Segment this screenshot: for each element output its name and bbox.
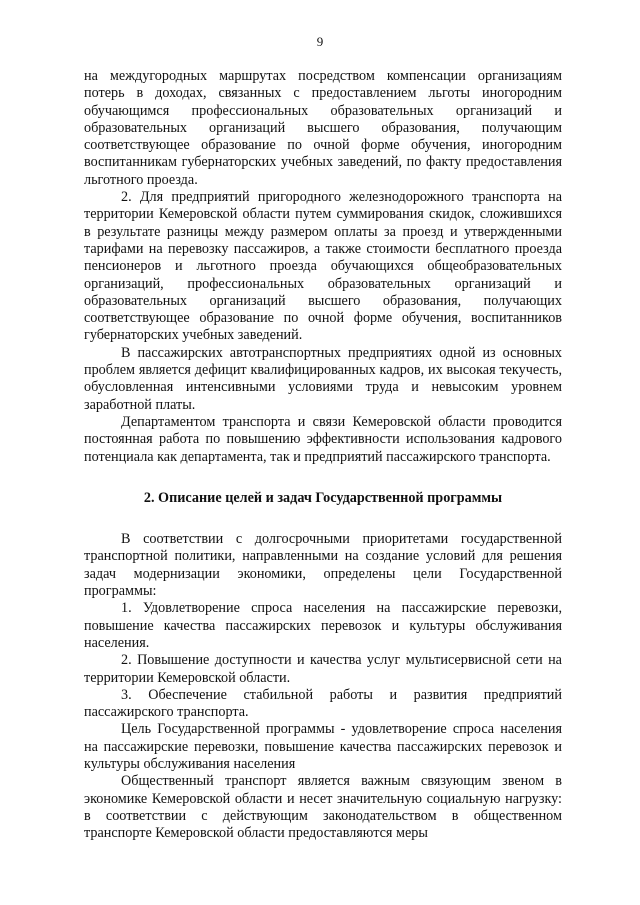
paragraph: Общественный транспорт является важным связующим звеном в экономике Кемеровской области и несет значительную социальную нагрузку: в соответствии с действующим законодательством в общественном транспорте Кемеровской области предоставляются меры xyxy=(84,773,562,842)
paragraph: В соответствии с долгосрочными приоритетами государственной транспортной политики, направленными на создание условий для решения задач модернизации экономики, определены цели Государственной программы: xyxy=(84,531,562,600)
goal-item: 3. Обеспечение стабильной работы и развития предприятий пассажирского транспорта. xyxy=(84,686,562,721)
paragraph-continuation: на междугородных маршрутах посредством компенсации организациям потерь в доходах, связанных с предоставлением льготы иногородним обучающимся профессиональных образовательных организаций и образовательных организаций высшего образования, получающим соответствующее образование по очной форме обучения, иногородним воспитанникам губернаторских учебных заведений, по факту предоставления льготного проезда. xyxy=(84,68,562,188)
document-body xyxy=(84,68,562,842)
page-number: 9 xyxy=(316,34,324,49)
goal-item: 1. Удовлетворение спроса населения на пассажирские перевозки, повышение качества пассажирских перевозок и культуры обслуживания населения. xyxy=(84,600,562,651)
paragraph: В пассажирских автотранспортных предприятиях одной из основных проблем является дефицит квалифицированных кадров, их высокая текучесть, обусловленная интенсивными условиями труда и невысоким уровнем заработной платы. xyxy=(84,344,562,413)
goal-item: 2. Повышение доступности и качества услуг мультисервисной сети на территории Кемеровской области. xyxy=(84,652,562,686)
paragraph: Цель Государственной программы - удовлетворение спроса населения на пассажирские перевозки, повышение качества пассажирских перевозок и культуры обслуживания населения xyxy=(84,721,562,772)
paragraph: Департаментом транспорта и связи Кемеровской области проводится постоянная работа по повышению эффективности использования кадрового потенциала как департамента, так и предприятий пассажирского транспорта. xyxy=(84,413,562,465)
section-heading: 2. Описание целей и задач Государственной программы xyxy=(143,489,503,506)
paragraph: 2. Для предприятий пригородного железнодорожного транспорта на территории Кемеровской области путем суммирования скидок, сложившихся в результате разницы между размером оплаты за проезд и утвержденными тарифами на перевозку пассажиров, а также стоимости бесплатного проезда пенсионеров и льготного проезда обучающихся общеобразовательных организаций, профессиональных образовательных организаций и образовательных организаций высшего образования, получающих соответствующее образование по очной форме обучения, воспитанников губернаторских учебных заведений. xyxy=(84,189,562,344)
